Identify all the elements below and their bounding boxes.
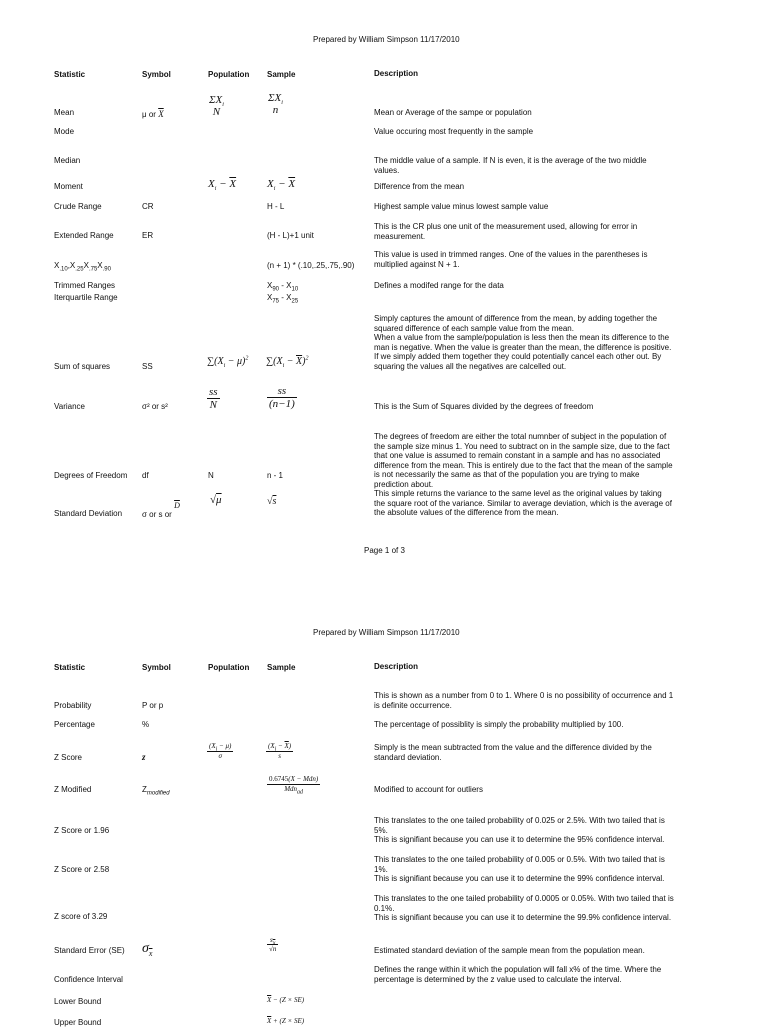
column-header-population: Population (208, 663, 250, 672)
sample-ss-formula: $\sum(X_i - \overline{X})^2$ (266, 355, 309, 369)
population-std-formula: √μ (210, 494, 222, 506)
row-variance-symbol: σ² or s² (142, 402, 168, 411)
row-std-dev-symbol: σ or s or $\overline{D}$ (142, 501, 180, 519)
row-crude-range-sample: H - L (267, 202, 285, 211)
row-conf-interval-description: Defines the range within it which the population will fall x% of the time. Where the percentage is determined by the z value used to calculate the interval. (374, 965, 662, 984)
row-crude-range-statistic: Crude Range (54, 202, 102, 211)
row-sum-squares-statistic: Sum of squares (54, 362, 111, 371)
row-percentage-statistic: Percentage (54, 720, 95, 729)
row-percentile-statistic: $X_{.10},X_{.25}X_{.75}X_{.90}$ (54, 261, 111, 273)
row-z-score-symbol: z (142, 752, 146, 762)
row-mode-description: Value occuring most frequently in the sample (374, 127, 534, 136)
column-header-population: Population (208, 70, 250, 79)
row-z196-statistic: Z Score or 1.96 (54, 826, 110, 835)
row-std-error-symbol: $\sigma_{\overline{x}}$ (142, 941, 153, 958)
row-iterquartile-statistic: Iterquartile Range (54, 293, 118, 302)
row-median-description: The middle value of a sample. If N is even, it is the average of the two middle values. (374, 156, 647, 175)
column-header-symbol: Symbol (142, 70, 171, 79)
sample-mean-formula: $\Sigma X_i$ n (268, 92, 283, 116)
row-percentile-sample: (n + 1) * (.10,.25,.75,.90) (267, 261, 355, 270)
row-percentage-description: The percentage of possiblity is simply the probability multiplied by 100. (374, 720, 624, 729)
row-z258-statistic: Z Score or 2.58 (54, 865, 110, 874)
row-z329-statistic: Z score of 3.29 (54, 912, 108, 921)
row-conf-interval-statistic: Confidence Interval (54, 975, 123, 984)
row-std-error-statistic: Standard Error (SE) (54, 946, 125, 955)
sample-z-formula: $\frac{(X_i - \overline{X})}{s}$ (268, 742, 292, 760)
row-mean-statistic: Mean (54, 108, 75, 117)
row-dof-sample: n - 1 (267, 471, 284, 480)
row-dof-statistic: Degrees of Freedom (54, 471, 128, 480)
page-header: Prepared by William Simpson 11/17/2010 (313, 35, 460, 44)
column-header-sample: Sample (267, 663, 296, 672)
column-header-sample: Sample (267, 70, 296, 79)
row-percentile-description: This value is used in trimmed ranges. One of the values in the parentheses is multiplied against N + 1. (374, 250, 648, 269)
row-std-dev-description: This simple returns the variance to the same level as the original values by taking the square root of the variance. Similar to average deviation, which is the average of the absolute values of the difference from the mean. (374, 489, 672, 518)
row-crude-range-description: Highest sample value minus lowest sample value (374, 202, 549, 211)
population-z-formula: $\frac{(X_i - \mu)}{\sigma}$ (209, 742, 232, 760)
row-crude-range-symbol: CR (142, 202, 154, 211)
row-dof-population: N (208, 471, 214, 480)
page-number: Page 1 of 3 (364, 546, 405, 555)
row-z-modified-symbol: $Z_{modified}$ (142, 785, 170, 797)
population-mean-formula: $\Sigma X_i$ N (209, 94, 224, 118)
row-mean-description: Mean or Average of the sampe or population (374, 108, 532, 117)
row-mode-statistic: Mode (54, 127, 75, 136)
row-z-score-statistic: Z Score (54, 753, 83, 762)
row-sum-squares-description: Simply captures the amount of difference from the mean, by adding together the squared difference of each sample value from the mean. When a value from the sample/population is less then the mean its difference to the man is negative. When the value is greater than the mean, the difference is positive. If we simply added them together they could potentially cancel each other out. By squaring the values all the negatives are calcelled out. (374, 314, 672, 371)
row-moment-description: Difference from the mean (374, 182, 465, 191)
d-bar-formula: $\overline{D}$ (174, 501, 180, 510)
row-upper-bound-statistic: Upper Bound (54, 1018, 102, 1027)
row-std-error-description: Estimated standard deviation of the sample mean from the population mean. (374, 946, 645, 955)
sample-moment-formula: $X_i - \overline{X}$ (267, 178, 296, 193)
row-trimmed-sample: $X_{90} - X_{10}$ (267, 281, 299, 293)
sample-z-modified-formula: $\frac{\text{0.6745(X − Mdn)}}{Mdn_{ad}}$ (269, 775, 319, 796)
row-trimmed-description: Defines a modifed range for the data (374, 281, 504, 290)
sample-variance-formula: $\frac{ss}{(n-1)}$ (269, 385, 295, 410)
row-z-modified-statistic: Z Modified (54, 785, 92, 794)
row-moment-statistic: Moment (54, 182, 83, 191)
row-dof-symbol: df (142, 471, 149, 480)
row-probability-description: This is shown as a number from 0 to 1. Where 0 is no possibility of occurrence and 1 is definite occurrence. (374, 691, 674, 710)
row-probability-statistic: Probability (54, 701, 92, 710)
row-z-score-description: Simply is the mean subtracted from the value and the difference divided by the standard deviation. (374, 743, 652, 762)
column-header-description: Description (374, 69, 419, 78)
row-extended-range-sample: (H - L)+1 unit (267, 231, 314, 240)
row-lower-bound-statistic: Lower Bound (54, 997, 102, 1006)
row-extended-range-description: This is the CR plus one unit of the measurement used, allowing for error in measurement. (374, 222, 638, 241)
row-extended-range-symbol: ER (142, 231, 154, 240)
column-header-description: Description (374, 662, 419, 671)
row-probability-symbol: P or p (142, 701, 164, 710)
row-trimmed-statistic: Trimmed Ranges (54, 281, 116, 290)
row-percentage-symbol: % (142, 720, 150, 729)
row-extended-range-statistic: Extended Range (54, 231, 114, 240)
x-bar-formula: $\overline{X}$ (158, 109, 164, 119)
row-iterquartile-sample: $X_{75} - X_{25}$ (267, 293, 299, 305)
page-header: Prepared by William Simpson 11/17/2010 (313, 628, 460, 637)
column-header-statistic: Statistic (54, 663, 86, 672)
row-z329-description: This translates to the one tailed probability of 0.0005 or 0.05%. With two tailed that is 0.1%. This is signifiant because you can use it to determine the 99.9% confidence interval. (374, 894, 674, 923)
row-z-modified-description: Modified to account for outliers (374, 785, 483, 794)
row-sum-squares-symbol: SS (142, 362, 153, 371)
column-header-symbol: Symbol (142, 663, 171, 672)
row-std-dev-statistic: Standard Deviation (54, 509, 123, 518)
row-variance-description: This is the Sum of Squares divided by the degrees of freedom (374, 402, 594, 411)
column-header-statistic: Statistic (54, 70, 86, 79)
row-median-statistic: Median (54, 156, 81, 165)
population-ss-formula: $\sum(X_i - \mu)^2$ (207, 355, 249, 369)
population-moment-formula: $X_i - \overline{X}$ (208, 178, 237, 193)
sample-lower-bound-formula: $\overline{X} - (Z \times SE)$ (267, 996, 305, 1004)
row-dof-description: The degrees of freedom are either the total numnber of subject in the population of the sample size minus 1. You need to subtract on in the sample size, due to the fact that one value is assumed to remain constant in a sample and has no associated difference from the mean. This is entirely due to the fact that the mean of the sample is not necessarily the same as that of the population you are trying to make prediction about. (374, 432, 673, 489)
sample-std-formula: √s (267, 496, 277, 507)
row-z196-description: This translates to the one tailed probability of 0.025 or 2.5%. With two tailed that is 5%. This is signifiant because you can use it to determine the 95% confidence interval. (374, 816, 665, 845)
population-variance-formula: $\frac{ss}{N}$ (209, 386, 218, 411)
row-z258-description: This translates to the one tailed probability of 0.005 or 0.5%. With two tailed that is 1%. This is signifiant because you can use it to determine the 99% confidence interval. (374, 855, 665, 884)
row-mean-symbol: μ or $\overline{X}$ (142, 109, 164, 119)
sample-upper-bound-formula: $\overline{X} + (Z \times SE)$ (267, 1017, 305, 1025)
sample-se-formula: $\frac{s_{\overline{x}}}{√n}$ (269, 936, 277, 953)
row-variance-statistic: Variance (54, 402, 85, 411)
